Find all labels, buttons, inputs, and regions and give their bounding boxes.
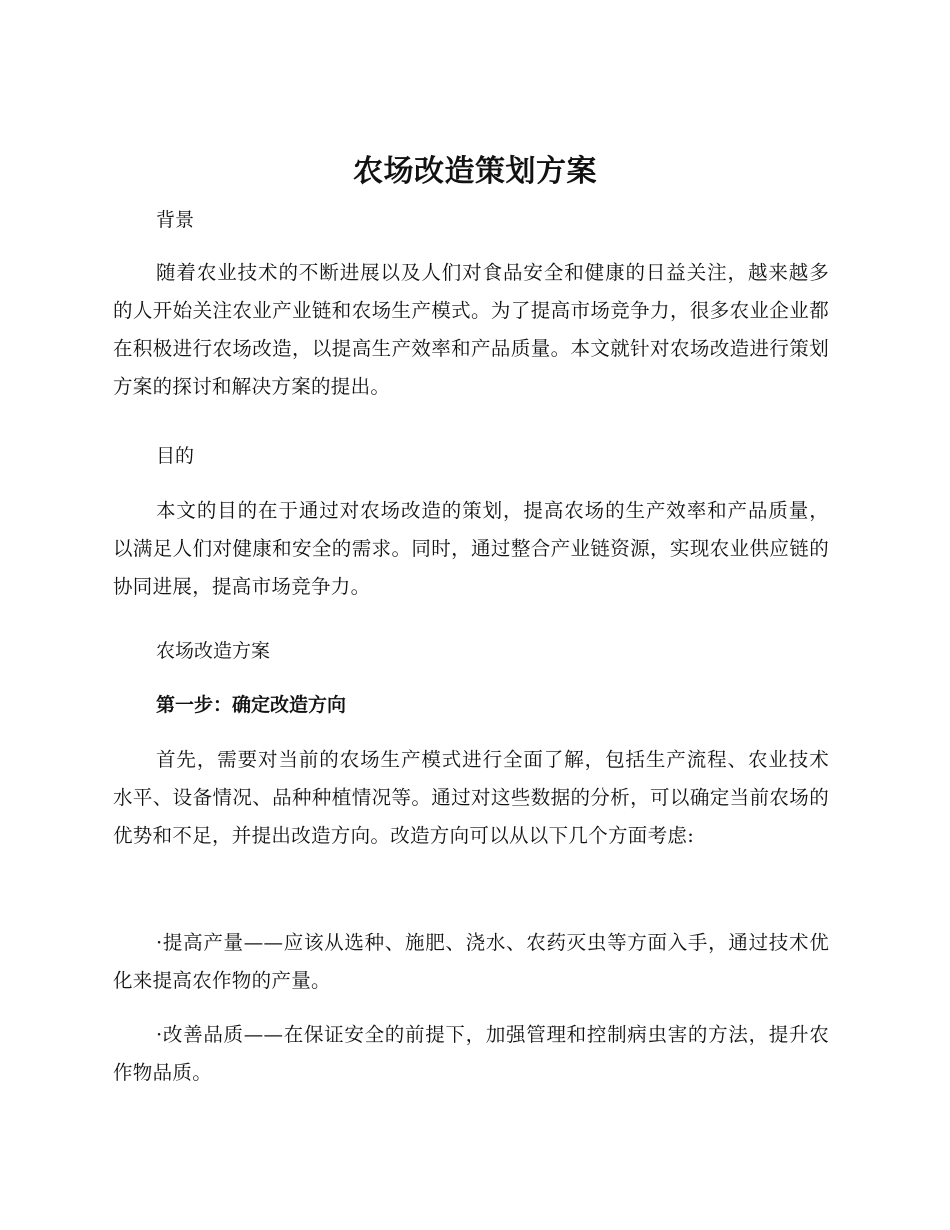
paragraph-step-one: 首先，需要对当前的农场生产模式进行全面了解，包括生产流程、农业技术水平、设备情况、品种种植情况等。通过对这些数据的分析，可以确定当前农场的优势和不足，并提出改造方向。改造方向可以从以下几个方面考虑: <box>113 748 829 847</box>
paragraph-purpose: 本文的目的在于通过对农场改造的策划，提高农场的生产效率和产品质量，以满足人们对健康和安全的需求。同时，通过整合产业链资源，实现农业供应链的协同进展，提高市场竞争力。 <box>113 499 829 598</box>
section-heading-step-one: 第一步：确定改造方向 <box>156 694 347 716</box>
section-heading-purpose: 目的 <box>156 445 195 467</box>
paragraph-background: 随着农业技术的不断进展以及人们对食品安全和健康的日益关注，越来越多的人开始关注农业产业链和农场生产模式。为了提高市场竞争力，很多农业企业都在积极进行农场改造，以提高生产效率和产品质量。本文就针对农场改造进行策划方案的探讨和解决方案的提出。 <box>113 261 829 398</box>
section-heading-plan: 农场改造方案 <box>156 640 271 662</box>
bullet-item-yield: ·提高产量——应该从选种、施肥、浇水、农药灭虫等方面入手，通过技术优化来提高农作物的产量。 <box>113 931 829 992</box>
bullet-item-quality: ·改善品质——在保证安全的前提下，加强管理和控制病虫害的方法，提升农作物品质。 <box>113 1023 829 1084</box>
document-title: 农场改造策划方案 <box>353 154 597 189</box>
section-heading-background: 背景 <box>156 209 195 231</box>
